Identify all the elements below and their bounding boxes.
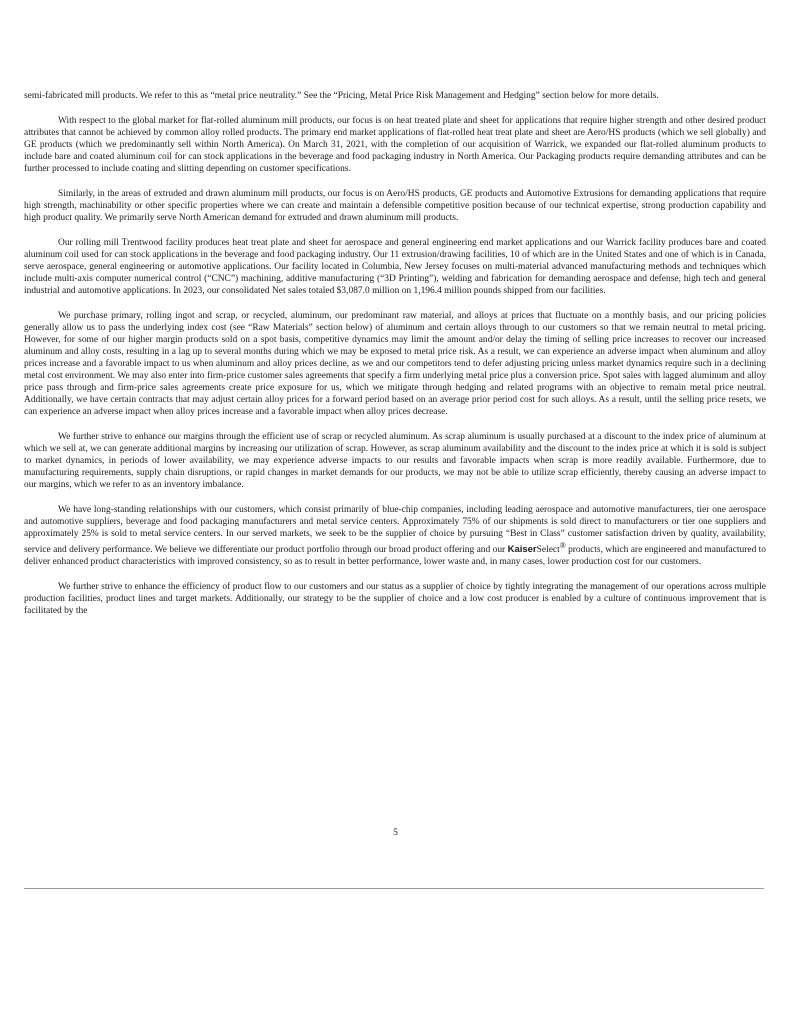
paragraph-extruded-drawn-products: Similarly, in the areas of extruded and drawn aluminum mill products, our focus is on Aero/HS products, GE products and Automotive Extrusions for demanding applications that require high strength, machinability or other specific properties where we can create and maintain a defensible competitive position because of our technical expertise, strong production capability and high product quality. We primarily serve North American demand for extruded and drawn aluminum mill products.: [24, 189, 766, 223]
paragraph-facilities: Our rolling mill Trentwood facility produces heat treat plate and sheet for aerospace and general engineering end market applications and our Warrick facility produces bare and coated aluminum coil used for can stock applications in the beverage and food packaging industry. Our 11 extrusion/drawing facilities, 10 of which are in the United States and one of which is in Canada, serve aerospace, general engineering or automotive applications. Our facility located in Columbia, New Jersey focuses on multi-material advanced manufacturing methods and techniques which include multi-axis computer numerical control (“CNC”) machining, additive manufacturing (“3D Printing”), welding and fabrication for demanding aerospace and defense, high tech and general industrial and automotive applications. In 2023, our consolidated Net sales totaled $3,087.0 million on 1,196.4 million pounds shipped from our facilities.: [24, 238, 766, 296]
paragraph-flat-rolled-products: With respect to the global market for flat-rolled aluminum mill products, our focus is on heat treated plate and sheet for applications that require higher strength and other desired product attributes that cannot be achieved by common alloy rolled products. The primary end market applications of flat-rolled heat treat plate and sheet are Aero/HS products (which we sell globally) and GE products (which we predominantly sell within North America). On March 31, 2021, with the completion of our acquisition of Warrick, we expanded our flat-rolled aluminum products to include bare and coated aluminum coil for can stock applications in the beverage and food packaging industry in North America. Our Packaging products require demanding attributes and can be further processed to include coating and slitting depending on customer specifications.: [24, 116, 766, 174]
paragraph-customer-relationships: [24, 504, 766, 568]
customers-text-after-brand: products, which are engineered and manufactured to deliver enhanced product characteristics with improved consistency, so as to result in better performance, lower waste and, in many cases, lower production cost for our customers.: [24, 545, 767, 568]
paragraph-metal-price-neutrality: semi-fabricated mill products. We refer to this as “metal price neutrality.” See the “Pricing, Metal Price Risk Management and Hedging” section below for more details.: [24, 91, 659, 101]
brand-name-bold: Kaiser: [507, 544, 537, 556]
paragraph-product-flow: We further strive to enhance the efficiency of product flow to our customers and our status as a supplier of choice by tightly integrating the management of our operations across multiple production facilities, product lines and target markets. Additionally, our strategy to be the supplier of choice and a low cost producer is enabled by a culture of continuous improvement that is facilitated by the: [24, 582, 766, 617]
brand-name-regular: Select: [536, 545, 560, 556]
paragraph-raw-material-pricing: We purchase primary, rolling ingot and scrap, or recycled, aluminum, our predominant raw material, and alloys at prices that fluctuate on a monthly basis, and our pricing policies generally allow us to pass the underlying index cost (see “Raw Materials” section below) of aluminum and certain alloys through to our customers so that we remain neutral to metal pricing. However, for some of our higher margin products sold on a spot basis, competitive dynamics may limit the amount and/or delay the timing of selling price increases to recover our increased aluminum and alloy costs, resulting in a lag up to several months during which we may be exposed to metal price risk. As a result, we can experience an adverse impact when aluminum and alloy prices increase and a favorable impact to us when aluminum and alloy prices decline, as we and our competitors tend to defer adjusting pricing unless market dynamics require such in a declining metal cost environment. We may also enter into firm-price customer sales agreements that specify a firm underlying metal price plus a conversion price. Spot sales with lagged aluminum and alloy price pass through and firm-price sales agreements create price exposure for us, which we mitigate through hedging and related programs with an objective to remain metal price neutral. Additionally, we have certain contracts that may adjust certain alloy prices for a forward period based on an average prior period cost for such alloys. As a result, until the selling price resets, we can experience an adverse impact when alloy prices increase and a favorable impact when alloy prices decrease.: [24, 311, 766, 417]
document-body: [24, 90, 766, 630]
paragraph-scrap-utilization: We further strive to enhance our margins through the efficient use of scrap or recycled aluminum. As scrap aluminum is usually purchased at a discount to the index price of aluminum at which we sell at, we can generate additional margins by increasing our utilization of scrap. However, as scrap aluminum availability and the discount to the index price at which it is sold is subject to market dynamics, in periods of lower availability, we may experience adverse impacts to our results and favorable impacts when scrap is more readily available. Furthermore, due to manufacturing requirements, supply chain disruptions, or rapid changes in market demands for our products, we may not be able to utilize scrap efficiently, thereby causing an adverse impact to our margins, which we refer to as an inventory imbalance.: [24, 432, 766, 490]
page-number: 5: [393, 828, 398, 838]
page-divider: [24, 888, 764, 889]
registered-trademark-mark: ®: [559, 541, 566, 550]
customers-text-before-brand: We have long-standing relationships with our customers, which consist primarily of blue-chip companies, including leading aerospace and automotive manufacturers, tier one aerospace and automotive suppliers, beverage and food packaging manufacturers and metal service centers. Approximately 75% of our shipments is sold direct to manufacturers or tier one suppliers and approximately 25% is sold to metal service centers. In our served markets, we seek to be the supplier of choice by pursuing “Best in Class” customer satisfaction driven by quality, availability, service and delivery performance. We believe we differentiate our product portfolio through our broad product offering and our: [24, 505, 766, 556]
